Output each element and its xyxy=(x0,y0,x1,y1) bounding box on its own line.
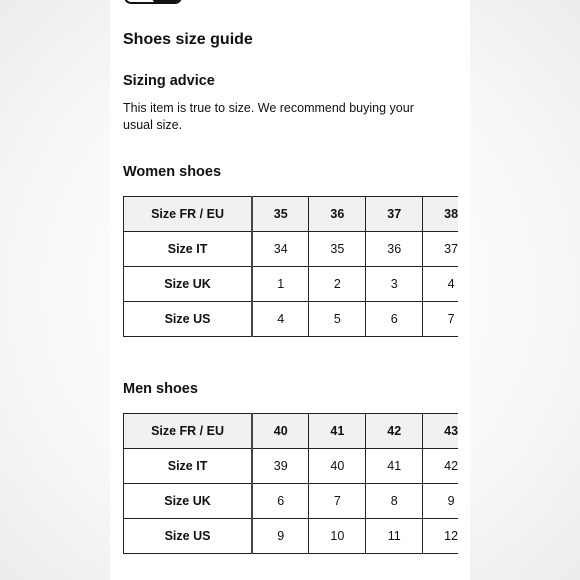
row-label: Size UK xyxy=(124,267,253,302)
table-cell: 1 xyxy=(252,267,309,302)
table-row xyxy=(124,519,459,554)
table-cell: 35 xyxy=(252,197,309,232)
table-cell: 36 xyxy=(366,232,423,267)
table-row xyxy=(124,197,459,232)
table-cell: 36 xyxy=(309,197,366,232)
table-cell: 11 xyxy=(366,519,423,554)
row-label: Size FR / EU xyxy=(124,414,253,449)
table-cell: 9 xyxy=(423,484,458,519)
men-size-table xyxy=(123,413,458,554)
women-size-table-scroller[interactable] xyxy=(123,196,458,337)
table-cell: 10 xyxy=(309,519,366,554)
table-row xyxy=(124,484,459,519)
row-label: Size UK xyxy=(124,484,253,519)
women-shoes-heading: Women shoes xyxy=(123,164,222,180)
table-cell: 3 xyxy=(366,267,423,302)
table-cell: 12 xyxy=(423,519,458,554)
table-cell: 5 xyxy=(309,302,366,337)
table-cell: 38 xyxy=(423,197,458,232)
table-cell: 8 xyxy=(366,484,423,519)
table-cell: 35 xyxy=(309,232,366,267)
row-label: Size FR / EU xyxy=(124,197,253,232)
table-row xyxy=(124,267,459,302)
table-cell: 42 xyxy=(366,414,423,449)
table-cell: 37 xyxy=(423,232,458,267)
row-label: Size US xyxy=(124,519,253,554)
table-cell: 39 xyxy=(252,449,309,484)
table-cell: 40 xyxy=(252,414,309,449)
men-size-table-scroller[interactable] xyxy=(123,413,458,554)
table-cell: 7 xyxy=(309,484,366,519)
table-cell: 4 xyxy=(423,267,458,302)
table-cell: 2 xyxy=(309,267,366,302)
table-cell: 41 xyxy=(366,449,423,484)
table-cell: 4 xyxy=(252,302,309,337)
table-cell: 41 xyxy=(309,414,366,449)
toggle-knob xyxy=(152,0,182,4)
table-row xyxy=(124,302,459,337)
table-row xyxy=(124,414,459,449)
table-cell: 6 xyxy=(252,484,309,519)
table-row xyxy=(124,449,459,484)
table-cell: 7 xyxy=(423,302,458,337)
sizing-advice-text: This item is true to size. We recommend buying your usual size. xyxy=(123,101,414,132)
page-title: Shoes size guide xyxy=(123,31,253,48)
row-label: Size IT xyxy=(124,449,253,484)
row-label: Size IT xyxy=(124,232,253,267)
table-cell: 34 xyxy=(252,232,309,267)
table-cell: 40 xyxy=(309,449,366,484)
sizing-advice-heading: Sizing advice xyxy=(123,73,215,89)
row-label: Size US xyxy=(124,302,253,337)
table-cell: 43 xyxy=(423,414,458,449)
table-cell: 42 xyxy=(423,449,458,484)
table-row xyxy=(124,232,459,267)
size-guide-panel xyxy=(110,0,470,580)
table-cell: 9 xyxy=(252,519,309,554)
toggle-switch[interactable] xyxy=(124,0,182,4)
table-cell: 37 xyxy=(366,197,423,232)
men-shoes-heading: Men shoes xyxy=(123,381,198,397)
women-size-table xyxy=(123,196,458,337)
table-cell: 6 xyxy=(366,302,423,337)
